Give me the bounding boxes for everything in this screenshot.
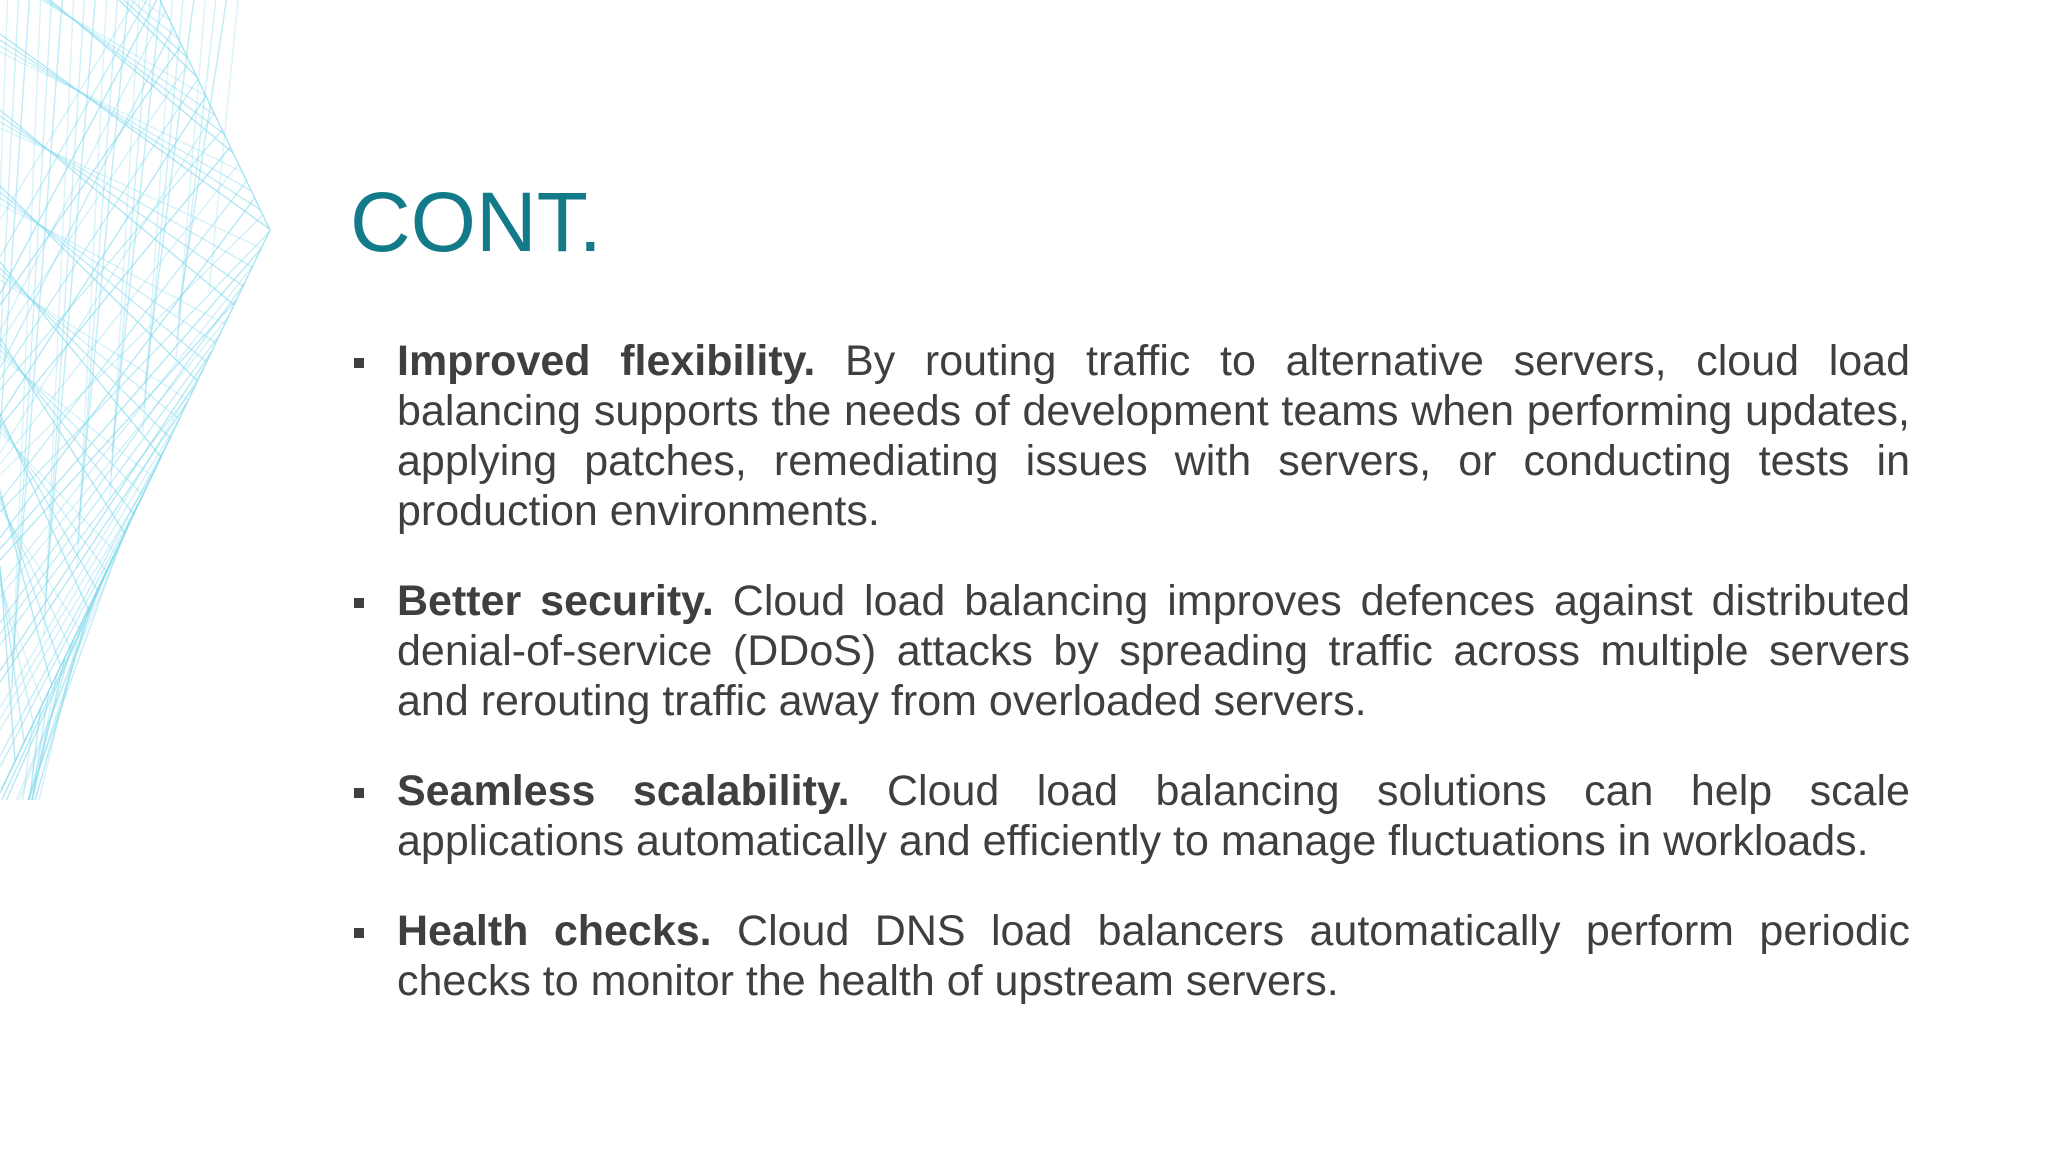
bullet-item <box>350 336 1910 536</box>
bullet-list <box>350 336 1910 1046</box>
bullet-item <box>350 906 1910 1006</box>
bullet-body: Cloud load balancing solutions can help scale applications automatically and efficiently to manage fluctuations in workloads. <box>397 767 1910 865</box>
bullet-heading: Better security. <box>397 577 714 625</box>
bullet-item <box>350 766 1910 866</box>
bullet-item <box>350 576 1910 726</box>
bullet-body: By routing traffic to alternative servers, cloud load balancing supports the needs of development teams when performing updates, applying patches, remediating issues with servers, or conducting tests in production environments. <box>397 337 1910 535</box>
wireframe-decoration <box>0 0 290 800</box>
bullet-body: Cloud load balancing improves defences against distributed denial-of-service (DDoS) attacks by spreading traffic across multiple servers and rerouting traffic away from overloaded servers. <box>397 577 1910 725</box>
bullet-heading: Health checks. <box>397 907 712 955</box>
bullet-heading: Seamless scalability. <box>397 767 850 815</box>
square-bullet-icon <box>354 928 364 938</box>
slide-title: CONT. <box>350 175 602 269</box>
square-bullet-icon <box>354 358 364 368</box>
bullet-heading: Improved flexibility. <box>397 337 816 385</box>
square-bullet-icon <box>354 598 364 608</box>
bullet-body: Cloud DNS load balancers automatically perform periodic checks to monitor the health of upstream servers. <box>397 907 1910 1005</box>
square-bullet-icon <box>354 788 364 798</box>
